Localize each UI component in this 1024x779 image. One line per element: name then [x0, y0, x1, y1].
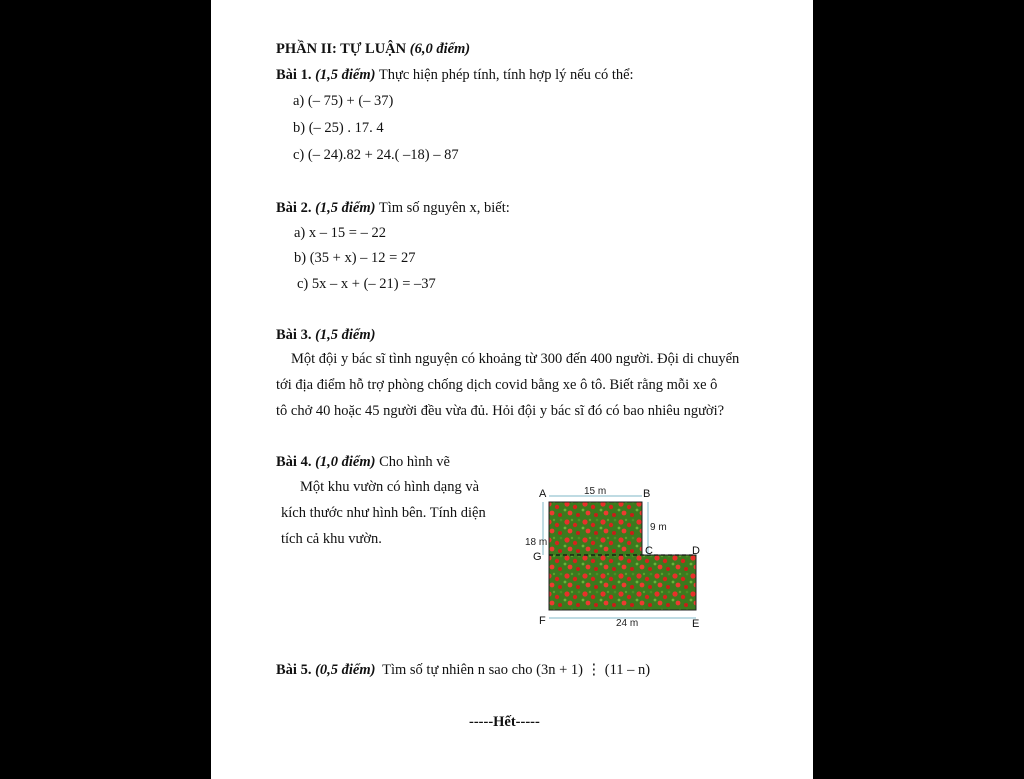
b3-paragraph — [276, 346, 756, 424]
b2-item-a: a) x – 15 = – 22 — [294, 225, 386, 241]
b4-text: Cho hình vẽ — [379, 454, 450, 470]
b2-heading — [276, 199, 510, 217]
b4-paragraph — [281, 474, 501, 552]
b1-score: (1,5 điểm) — [315, 67, 376, 83]
point-g: G — [533, 551, 542, 563]
part-score: (6,0 điểm) — [409, 41, 471, 57]
b5-heading — [276, 661, 650, 679]
dim-bc: 9 m — [650, 522, 667, 533]
b3-line: Một đội y bác sĩ tình nguyện có khoảng từ 300 đến 400 người. Đội di chuyển — [291, 351, 740, 367]
b2-item-c: c) 5x – x + (– 21) = –37 — [297, 276, 436, 292]
garden-shape — [549, 502, 696, 610]
b4-line: kích thước như hình bên. Tính diện — [281, 505, 486, 521]
dim-ab: 15 m — [584, 486, 607, 497]
point-f: F — [539, 615, 546, 627]
b3-score: (1,5 điểm) — [315, 327, 376, 343]
b5-label: Bài 5. — [276, 662, 312, 678]
b3-line: tới địa điểm hỗ trợ phòng chống dịch covid bằng xe ô tô. Biết rằng mỗi xe ô — [276, 377, 718, 393]
b3-line: tô chở 40 hoặc 45 người đều vừa đủ. Hỏi đội y bác sĩ đó có bao nhiêu người? — [276, 403, 725, 419]
dim-ag: 18 m — [525, 537, 548, 548]
b4-line: tích cả khu vườn. — [281, 531, 382, 547]
b1-item-c: c) (– 24).82 + 24.( –18) – 87 — [293, 147, 459, 163]
part-heading — [276, 40, 470, 58]
point-c: C — [645, 545, 653, 557]
b1-item-a: a) (– 75) + (– 37) — [293, 93, 394, 109]
end-marker: -----Hết----- — [469, 714, 540, 730]
b1-label: Bài 1. — [276, 67, 312, 83]
exam-page — [211, 0, 813, 779]
part-title: PHẦN II: TỰ LUẬN — [276, 41, 407, 57]
b4-heading — [276, 453, 450, 471]
garden-figure — [509, 482, 734, 632]
b4-score: (1,0 điểm) — [315, 454, 376, 470]
b5-text: Tìm số tự nhiên n sao cho (3n + 1) ⋮ (11 – n) — [382, 662, 651, 678]
point-e: E — [692, 618, 700, 630]
b2-score: (1,5 điểm) — [315, 200, 376, 216]
b1-heading — [276, 66, 634, 84]
b4-label: Bài 4. — [276, 454, 312, 470]
b1-item-b: b) (– 25) . 17. 4 — [293, 120, 384, 136]
b2-text: Tìm số nguyên x, biết: — [378, 200, 510, 216]
point-b: B — [643, 488, 651, 500]
b4-line: Một khu vườn có hình dạng và — [300, 479, 480, 495]
b3-label: Bài 3. — [276, 327, 312, 343]
dim-fe: 24 m — [616, 618, 639, 629]
b1-text: Thực hiện phép tính, tính hợp lý nếu có thể: — [378, 67, 634, 83]
b2-label: Bài 2. — [276, 200, 312, 216]
point-d: D — [692, 545, 700, 557]
b3-heading — [276, 326, 375, 344]
point-a: A — [539, 488, 547, 500]
b5-score: (0,5 điểm) — [315, 662, 376, 678]
b2-item-b: b) (35 + x) – 12 = 27 — [294, 250, 416, 266]
